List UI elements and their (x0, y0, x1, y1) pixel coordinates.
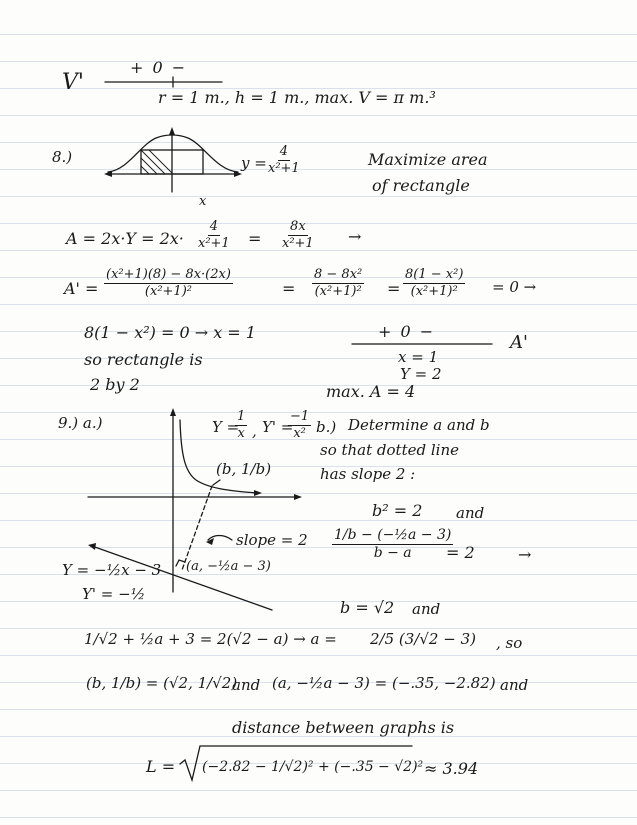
deriv-tail: = 0 → (492, 278, 537, 296)
slope-label: slope = 2 (236, 531, 308, 549)
and-1: and (456, 504, 485, 522)
deriv-frac-1-num: (x²+1)(8) − 8x·(2x) (106, 267, 231, 282)
x-marker-label: x (199, 194, 207, 209)
a-prime-label: A' (510, 332, 528, 353)
and-2: and (412, 600, 441, 618)
area-frac-2-num: 8x (290, 219, 306, 234)
maximize-note-2: of rectangle (372, 176, 470, 195)
deriv-frac-3-den: (x²+1)² (410, 283, 458, 299)
slope-fraction-num: 1/b − (−½a − 3) (334, 527, 452, 543)
reciprocal-comma: , (252, 422, 257, 440)
curve-eq-den: x²+1 (268, 160, 300, 176)
point-a-label: (a, −½a − 3) (186, 559, 271, 574)
area-frac-2-den: x²+1 (282, 235, 314, 251)
area-arrow: → (348, 227, 362, 246)
deriv-lhs: A' = (64, 279, 99, 298)
deriv-frac-1-den: (x²+1)² (144, 283, 192, 299)
b-value: b = √2 (340, 598, 395, 617)
solve-a-eq: 1/√2 + ½a + 3 = 2(√2 − a) → a = (84, 630, 337, 648)
problem-8-label: 8.) (52, 148, 73, 166)
reciprocal-deriv-lhs: Y' = (262, 418, 294, 436)
deriv-frac-3-num: 8(1 − x²) (405, 267, 464, 282)
slope-arrow: → (518, 545, 532, 564)
curve-eq-num: 4 (279, 144, 288, 159)
radicand: (−2.82 − 1/√2)² + (−.35 − √2)² (202, 759, 424, 775)
distance-lhs: L = (146, 757, 176, 776)
line-eq: Y = −½x − 3 (62, 561, 162, 579)
reciprocal-deriv-den: x² (293, 425, 306, 441)
sign-y-value: Y = 2 (400, 365, 442, 383)
deriv-equals-1: = (282, 279, 296, 298)
so-text: , so (496, 634, 523, 652)
max-area: max. A = 4 (326, 382, 416, 401)
reciprocal-den: x (237, 425, 245, 441)
area-equals: = (248, 229, 262, 248)
area-eq-lhs: A = 2x·Y = 2x· (66, 229, 184, 248)
deriv-frac-2-den: (x²+1)² (314, 283, 362, 299)
a-value-expr: 2/5 (3/√2 − 3) (370, 630, 476, 648)
rectangle-conclusion-2: 2 by 2 (90, 375, 140, 394)
slope-equals-2: = 2 (446, 543, 475, 562)
problem-9-label: 9.) a.) (58, 414, 103, 432)
reciprocal-eq-lhs: Y = (212, 418, 240, 436)
maximize-note-1: Maximize area (368, 150, 488, 169)
point-b-values: (b, 1/b) = (√2, 1/√2) (86, 674, 238, 692)
line-deriv: Y' = −½ (82, 585, 146, 603)
curve-eq-lhs: y = (241, 154, 267, 172)
rectangle-conclusion-1: so rectangle is (84, 350, 203, 369)
b-squared-eq: b² = 2 (372, 501, 423, 520)
distance-text: distance between graphs is (232, 718, 455, 737)
point-a-values: (a, −½a − 3) = (−.35, −2.82) (272, 674, 496, 692)
v-sign-chart: + 0 − (130, 58, 188, 77)
point-b-label: (b, 1/b) (216, 460, 272, 478)
a-sign-chart: + 0 − (378, 322, 436, 341)
area-frac-1-den: x²+1 (198, 235, 230, 251)
part-b-text-1: Determine a and b (348, 416, 490, 434)
and-3: and (232, 676, 261, 694)
sign-x-value: x = 1 (398, 348, 439, 366)
v-result: r = 1 m., h = 1 m., max. V = π m.³ (158, 88, 436, 107)
deriv-frac-2-num: 8 − 8x² (314, 267, 363, 282)
part-b-label: b.) (316, 418, 337, 436)
deriv-equals-2: = (387, 279, 401, 298)
slope-fraction-den: b − a (373, 544, 412, 561)
and-4: and (500, 676, 529, 694)
reciprocal-num: 1 (237, 409, 246, 424)
area-frac-1-num: 4 (209, 219, 218, 234)
part-b-text-2: so that dotted line (320, 441, 459, 459)
reciprocal-deriv-num: −1 (290, 409, 310, 424)
v-prime-label: V' (62, 70, 84, 95)
distance-approx: ≈ 3.94 (424, 759, 479, 778)
part-b-text-3: has slope 2 : (320, 465, 416, 483)
critical-point-eq: 8(1 − x²) = 0 → x = 1 (84, 323, 256, 342)
